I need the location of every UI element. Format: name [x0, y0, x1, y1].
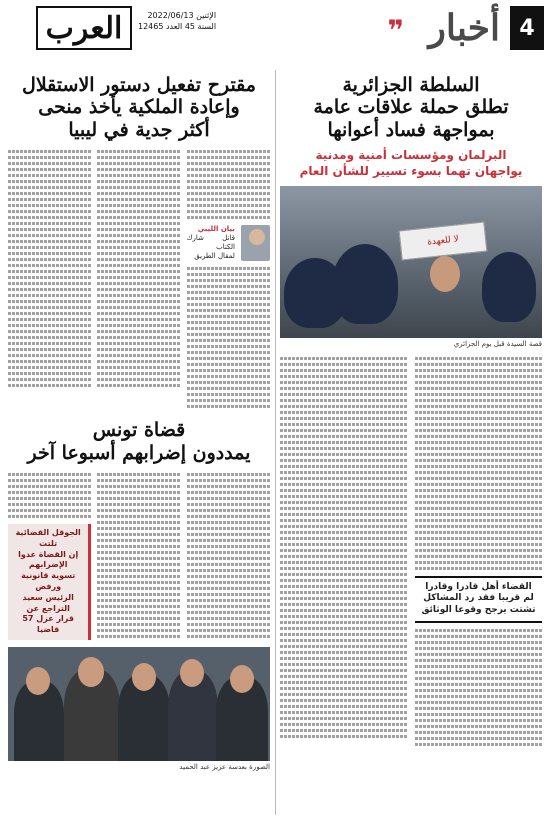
text-column [97, 147, 180, 411]
tunisia-headline: قضاة تونس يمددون إضرابهم أسبوعا آخر [27, 419, 251, 464]
page-number: 4 [510, 6, 544, 50]
quote-mark-icon: ❞ [387, 14, 404, 47]
issue-info [138, 10, 216, 32]
text-column [8, 470, 91, 641]
judges-photo [8, 647, 270, 761]
author-name: بيان الليبي [197, 225, 235, 234]
column-divider [275, 70, 276, 815]
issue-number: السنة 45 العدد 12465 [138, 22, 217, 31]
text-column [187, 470, 270, 641]
newspaper-logo: العرب [36, 6, 132, 50]
text-column [97, 470, 180, 641]
masthead [6, 6, 544, 68]
section-badge [423, 6, 544, 50]
right-column [280, 70, 542, 749]
algeria-body [280, 354, 542, 749]
issue-date: الإثنين 2022/06/13 [147, 11, 217, 20]
section-title: أخبار [428, 7, 500, 49]
libya-body [8, 147, 270, 411]
algeria-headline: السلطة الجزائرية تطلق حملة علاقات عامة بمواجهة فساد أعوانها [313, 74, 509, 141]
author-box: بيان الليبي قاتل شارك الكتاب لمقال الطريق [187, 225, 270, 261]
photo-caption: قصة السيدة قبل يوم الجزائري [453, 339, 542, 348]
author-photo [241, 225, 270, 261]
algeria-subhead: البرلمان ومؤسسات أمنية ومدنية يواجهان تهما بسوء تسيير للشأن العام [299, 148, 523, 179]
text-column [8, 147, 91, 411]
tunisia-body [8, 470, 270, 641]
protest-sign: لا للعهدة [399, 221, 488, 260]
text-column [280, 354, 407, 749]
left-column [8, 70, 270, 771]
photo-caption: الصورة بعدسة عزيز عبد الحميد [179, 763, 270, 772]
protest-photo [280, 186, 542, 338]
text-column [415, 354, 542, 749]
libya-headline: مقترح تفعيل دستور الاستقلال وإعادة الملكية يأخذ منحى أكثر جدية في ليبيا [22, 74, 256, 141]
text-column [187, 147, 270, 411]
pullquote: القضاء أهل قادرا وقادرا لم قريبا فقد رد المشاكل تشتت يرجح وقوعا الوثائق [415, 576, 542, 623]
tunisia-sidebar: الجوقل القضائية تلتت إن القضاة عدوا الإضرابهم تسوية قانونية ورفض الرئيس سعيد التراجع عن قرار عزل 57 قاضيا [8, 524, 91, 640]
